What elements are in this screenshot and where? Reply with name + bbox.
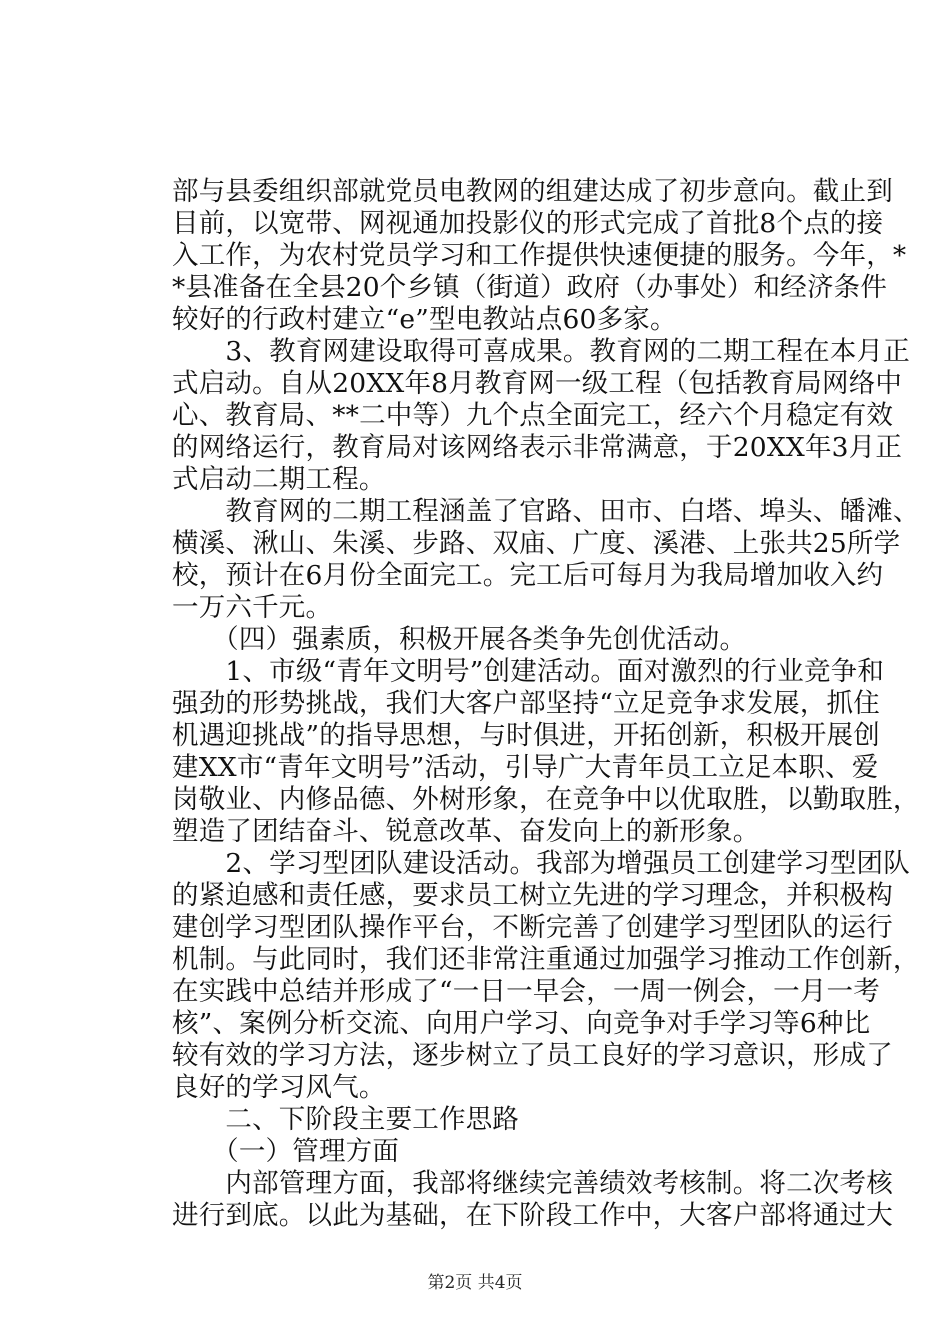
body-text-line: 塑造了团结奋斗、锐意改革、奋发向上的新形象。	[172, 816, 760, 847]
subsection-heading: （一）管理方面	[172, 1136, 400, 1167]
body-text-line: 教育网的二期工程涵盖了官路、田市、白塔、埠头、皤滩、	[172, 496, 920, 527]
section-heading: 二、下阶段主要工作思路	[172, 1104, 520, 1135]
body-text-line: 部与县委组织部就党员电教网的组建达成了初步意向。截止到	[172, 176, 893, 207]
body-text-line: 横溪、湫山、朱溪、步路、双庙、广度、溪港、上张共25所学	[172, 528, 901, 559]
body-text-line: 进行到底。以此为基础，在下阶段工作中，大客户部将通过大	[172, 1200, 893, 1231]
body-text-line: 机制。与此同时，我们还非常注重通过加强学习推动工作创新，	[172, 944, 920, 975]
body-text-line: 在实践中总结并形成了“一日一早会，一周一例会，一月一考	[172, 976, 880, 1007]
body-text-line: 较有效的学习方法，逐步树立了员工良好的学习意识，形成了	[172, 1040, 893, 1071]
body-text-line: 1、市级“青年文明号”创建活动。面对激烈的行业竞争和	[172, 656, 885, 687]
section-heading: （四）强素质，积极开展各类争先创优活动。	[172, 624, 747, 655]
page-footer: 第2页 共4页	[427, 1273, 523, 1293]
body-text-line: 强劲的形势挑战，我们大客户部坚持“立足竞争求发展，抓住	[172, 688, 880, 719]
body-text-line: 2、学习型团队建设活动。我部为增强员工创建学习型团队	[172, 848, 910, 879]
body-text-line: 入工作，为农村党员学习和工作提供快速便捷的服务。今年，*	[172, 240, 907, 271]
body-text-line: 建XX市“青年文明号”活动，引导广大青年员工立足本职、爱	[172, 752, 879, 783]
body-text-line: 岗敬业、内修品德、外树形象，在竞争中以优取胜，以勤取胜，	[172, 784, 920, 815]
body-text-line: 机遇迎挑战”的指导思想，与时俱进，开拓创新，积极开展创	[172, 720, 880, 751]
body-text-line: 较好的行政村建立“e”型电教站点60多家。	[172, 304, 677, 335]
body-text-line: 3、教育网建设取得可喜成果。教育网的二期工程在本月正	[172, 336, 910, 367]
body-text-line: 校，预计在6月份全面完工。完工后可每月为我局增加收入约	[172, 560, 884, 591]
body-text-line: 良好的学习风气。	[172, 1072, 386, 1103]
body-text-line: 的紧迫感和责任感，要求员工树立先进的学习理念，并积极构	[172, 880, 893, 911]
body-text-line: 式启动二期工程。	[172, 464, 386, 495]
body-text-line: 建创学习型团队操作平台，不断完善了创建学习型团队的运行	[172, 912, 893, 943]
body-text-line: 式启动。自从20XX年8月教育网一级工程（包括教育局网络中	[172, 368, 903, 399]
body-text-line: 目前，以宽带、网视通加投影仪的形式完成了首批8个点的接	[172, 208, 884, 239]
body-text-line: 核”、案例分析交流、向用户学习、向竞争对手学习等6种比	[172, 1008, 871, 1039]
body-text-line: 心、教育局、**二中等）九个点全面完工，经六个月稳定有效	[172, 400, 894, 431]
body-text-line: 的网络运行，教育局对该网络表示非常满意，于20XX年3月正	[172, 432, 903, 463]
body-text-line: *县准备在全县20个乡镇（街道）政府（办事处）和经济条件	[172, 272, 888, 303]
body-text-line: 内部管理方面，我部将继续完善绩效考核制。将二次考核	[172, 1168, 893, 1199]
body-text-line: 一万六千元。	[172, 592, 333, 623]
